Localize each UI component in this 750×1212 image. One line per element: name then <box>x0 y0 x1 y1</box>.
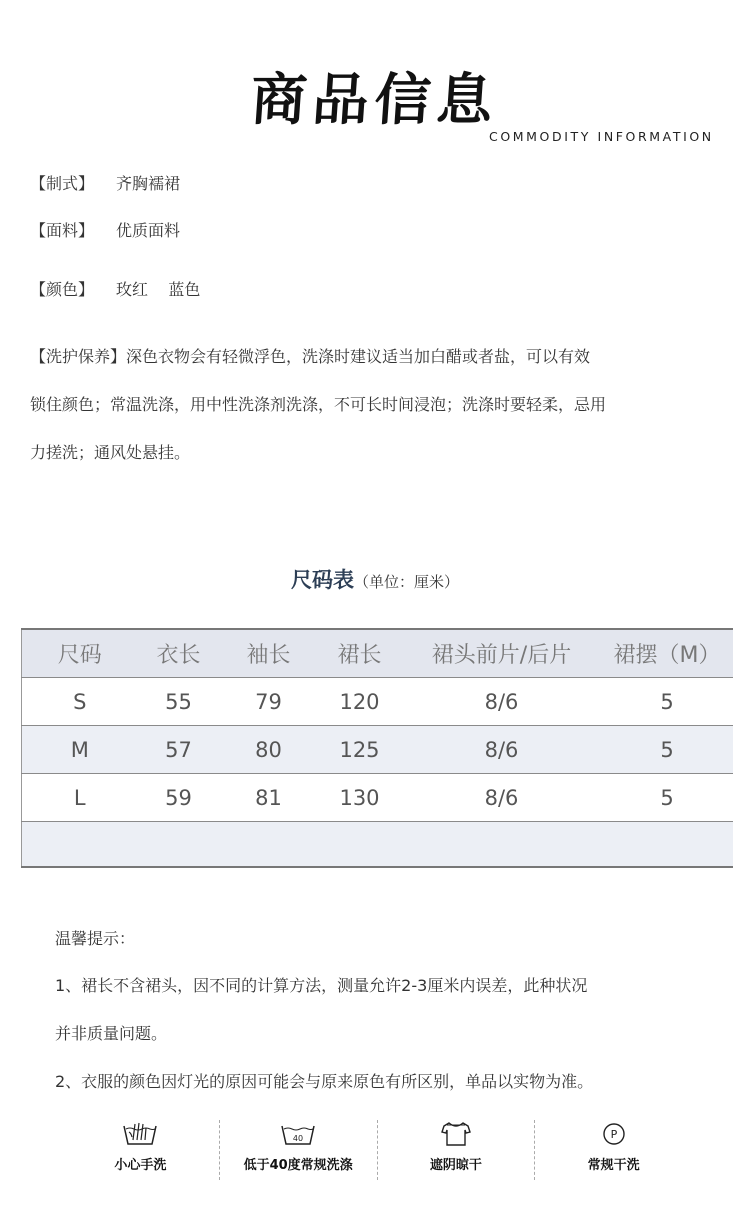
table-row <box>22 726 733 774</box>
header-cell: 袖长 <box>220 629 318 678</box>
care-label: 小心手洗 <box>114 1158 167 1173</box>
table-row-empty <box>22 822 733 868</box>
wash-temp: 40 <box>293 1134 304 1143</box>
tips-line-3: 2、衣服的颜色因灯光的原因可能会与原来原色有所区别，单品以实物为准。 <box>55 1072 594 1091</box>
table-cell: S <box>22 678 138 726</box>
header-cell: 裙头前片/后片 <box>402 629 602 678</box>
table-cell: 57 <box>138 726 220 774</box>
table-cell: 55 <box>138 678 220 726</box>
table-cell: 8/6 <box>402 726 602 774</box>
dry-clean-mark: P <box>610 1128 617 1141</box>
care-label: 常规干洗 <box>587 1158 640 1173</box>
size-chart-title: 尺码表（单位：厘米） <box>290 568 459 592</box>
table-cell: 5 <box>602 678 733 726</box>
size-table <box>21 628 733 868</box>
care-item <box>220 1120 378 1180</box>
page-subtitle: COMMODITY INFORMATION <box>489 129 714 144</box>
header-cell: 裙摆（M） <box>602 629 733 678</box>
care-label: 遮阴晾干 <box>429 1158 482 1173</box>
table-cell: 59 <box>138 774 220 822</box>
table-cell: 130 <box>318 774 402 822</box>
table-row <box>22 774 733 822</box>
size-chart-unit: （单位：厘米） <box>353 573 459 591</box>
care-line-1: 【洗护保养】深色衣物会有轻微浮色，洗涤时建议适当加白醋或者盐，可以有效 <box>30 347 591 366</box>
wash-40-icon <box>278 1120 318 1148</box>
table-cell: 80 <box>220 726 318 774</box>
table-cell: 8/6 <box>402 774 602 822</box>
care-line-3: 力搓洗；通风处悬挂。 <box>30 443 191 462</box>
color-value: 玫红 蓝色 <box>116 280 201 299</box>
info-style <box>30 171 180 194</box>
hand-wash-icon <box>120 1120 160 1148</box>
care-line-2: 锁住颜色；常温洗涤，用中性洗涤剂洗涤，不可长时间浸泡；洗涤时要轻柔，忌用 <box>30 395 607 414</box>
table-cell: M <box>22 726 138 774</box>
tips-line-2: 并非质量问题。 <box>55 1024 168 1043</box>
table-cell: L <box>22 774 138 822</box>
table-row <box>22 678 733 726</box>
fabric-value: 优质面料 <box>116 221 181 240</box>
header-cell: 裙长 <box>318 629 402 678</box>
dry-clean-icon <box>594 1120 634 1148</box>
fabric-label: 【面料】 <box>30 221 95 240</box>
style-value: 齐胸襦裙 <box>116 174 181 193</box>
table-cell: 79 <box>220 678 318 726</box>
care-icons <box>62 1120 692 1180</box>
table-cell: 81 <box>220 774 318 822</box>
care-item <box>378 1120 536 1180</box>
table-cell: 5 <box>602 726 733 774</box>
size-table-header <box>22 629 733 678</box>
table-cell: 120 <box>318 678 402 726</box>
page-title: 商品信息 <box>248 67 502 133</box>
table-cell: 8/6 <box>402 678 602 726</box>
tips-line-1: 1、裙长不含裙头，因不同的计算方法，测量允许2-3厘米内误差，此种状况 <box>55 976 588 995</box>
color-label: 【颜色】 <box>30 280 95 299</box>
care-item <box>62 1120 220 1180</box>
header-cell: 尺码 <box>22 629 138 678</box>
care-label: 低于40度常规洗涤 <box>243 1158 353 1173</box>
style-label: 【制式】 <box>30 174 95 193</box>
table-cell: 125 <box>318 726 402 774</box>
shade-dry-icon <box>436 1120 476 1148</box>
header-cell: 衣长 <box>138 629 220 678</box>
info-fabric <box>30 218 180 241</box>
table-cell: 5 <box>602 774 733 822</box>
tips-heading: 温馨提示： <box>55 929 136 948</box>
info-color <box>30 277 200 300</box>
care-item <box>535 1120 692 1180</box>
